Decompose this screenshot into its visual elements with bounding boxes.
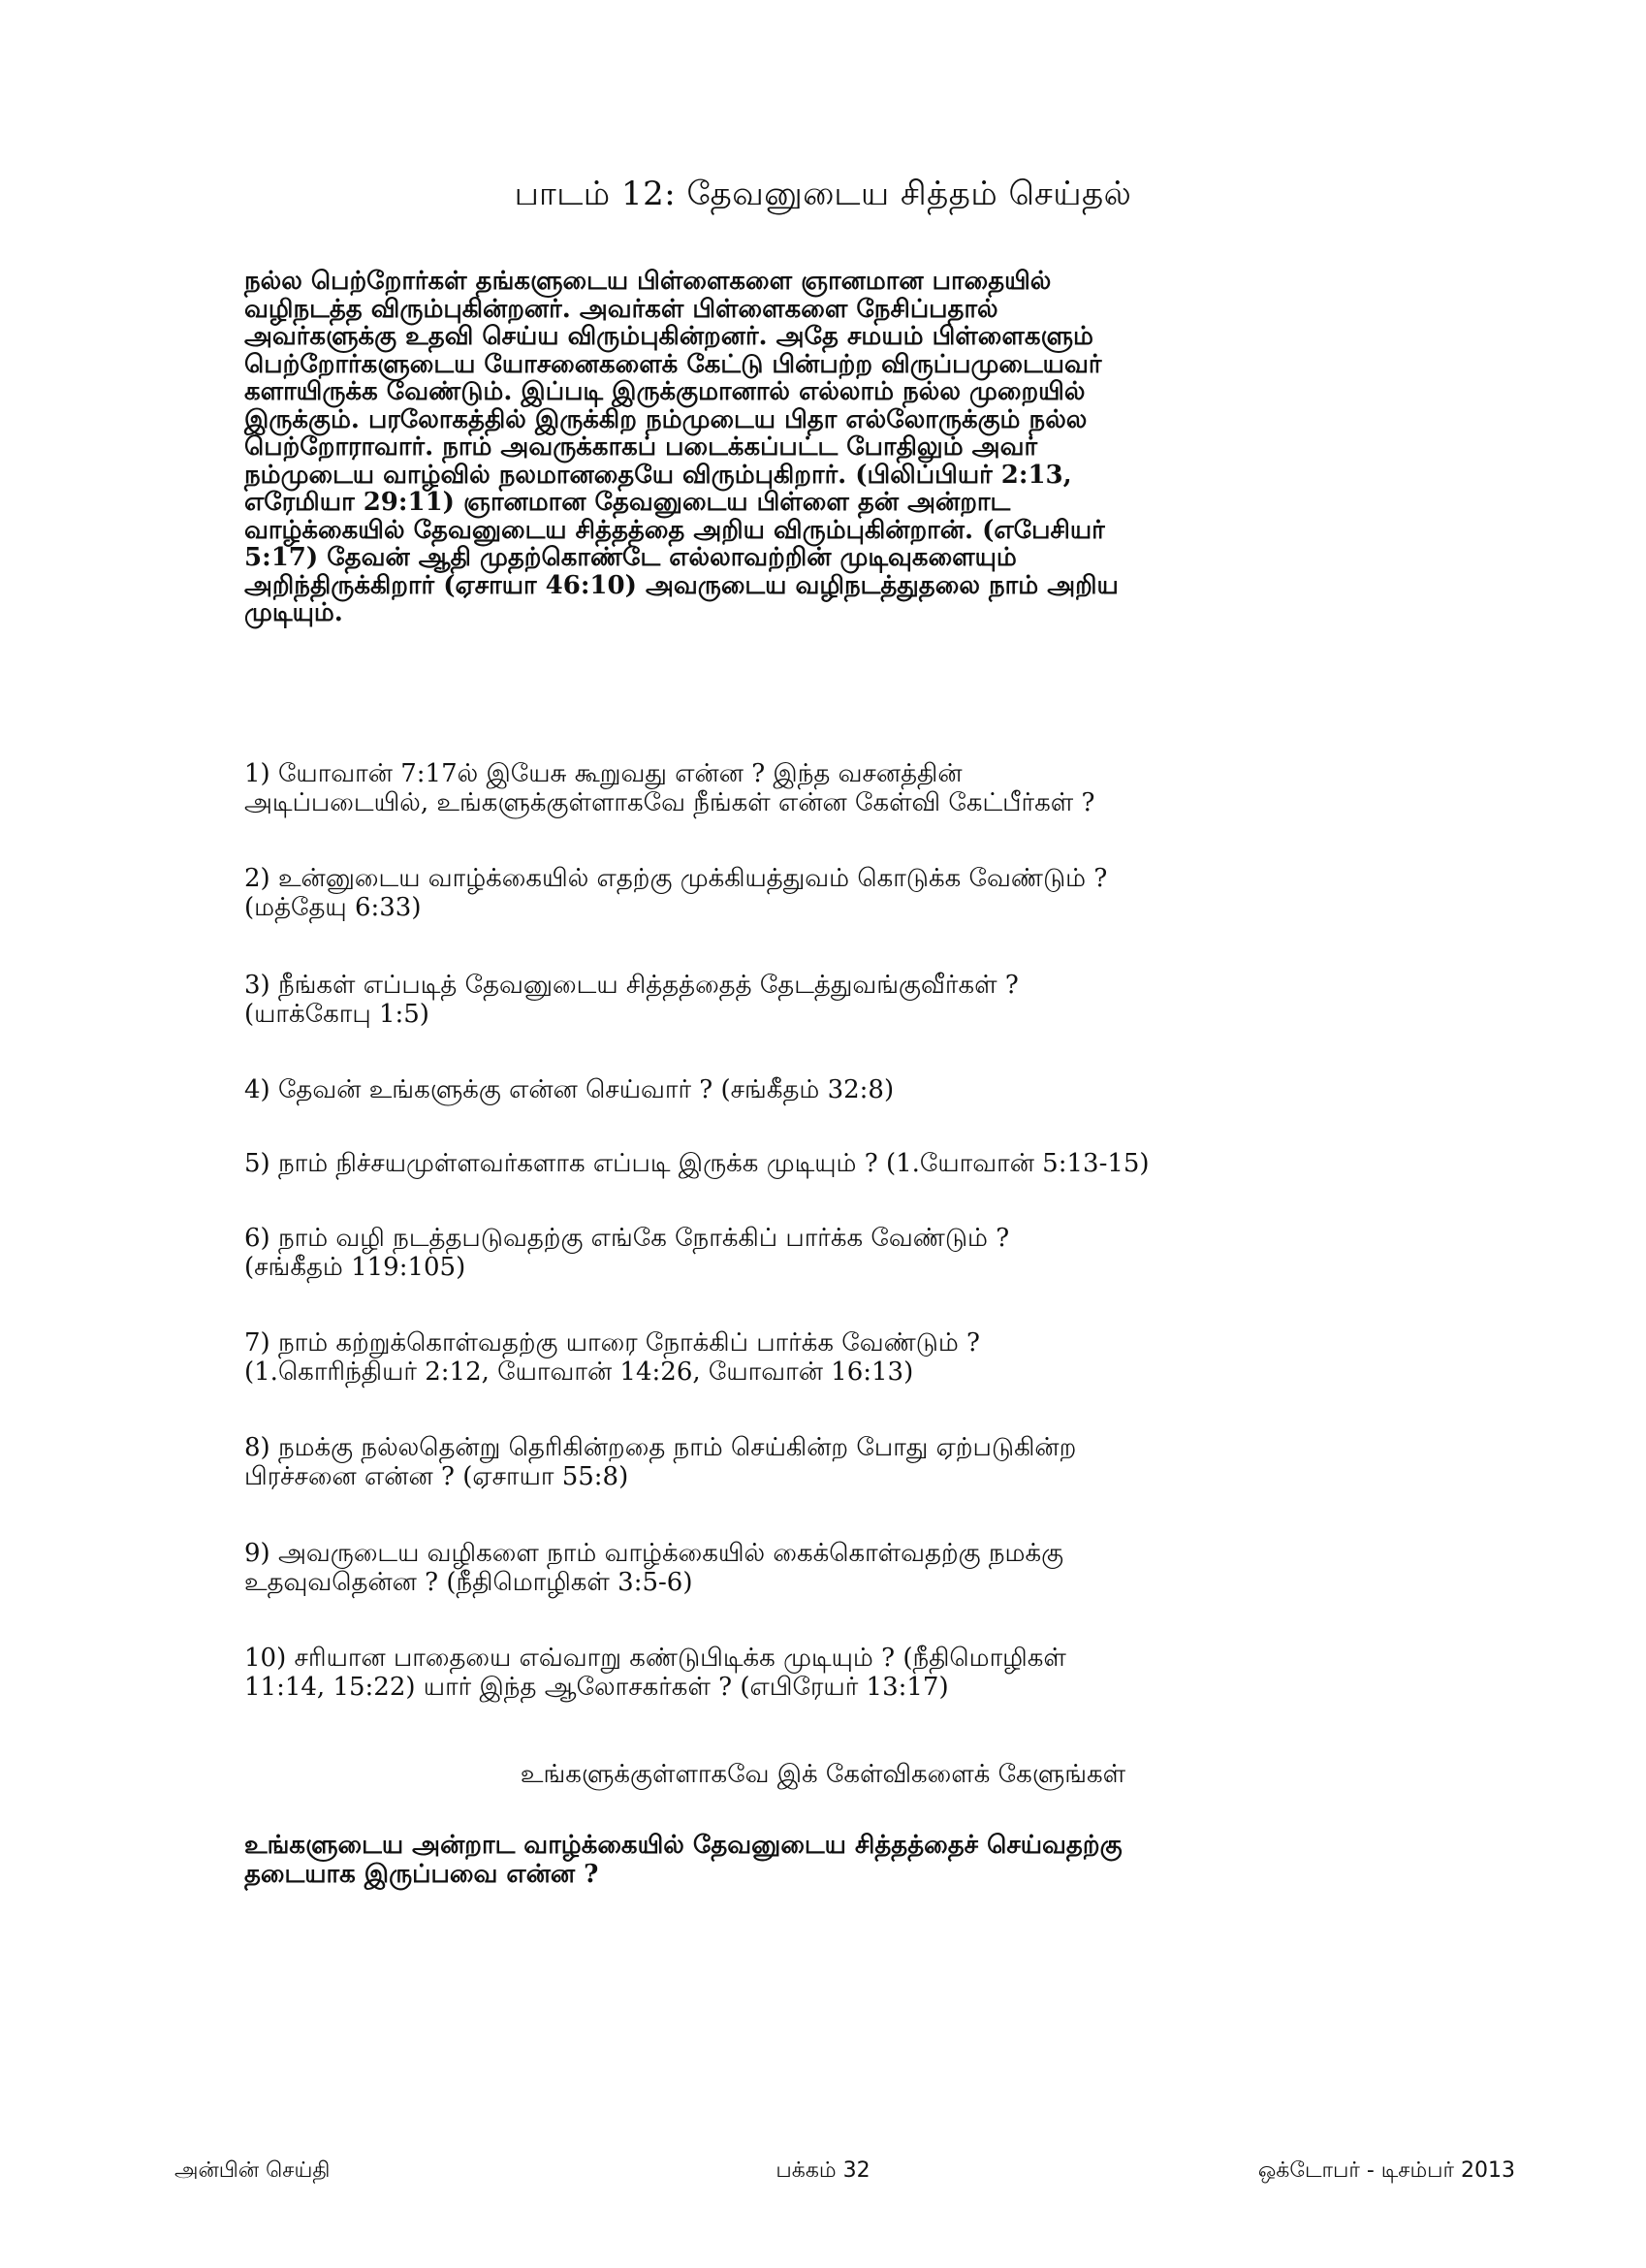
question-9 (244, 1539, 1446, 1597)
question-line: (சங்கீதம் 119:105) (244, 1253, 466, 1282)
intro-line: பெற்றோராவார். நாம் அவருக்காகப் படைக்கப்பட்ட போதிலும் அவர் (244, 432, 1038, 462)
question-7 (244, 1328, 1446, 1387)
question-line: 6) நாம் வழி நடத்தபடுவதற்கு எங்கே நோக்கிப் பார்க்க வேண்டும் ? (244, 1224, 1010, 1253)
question-line: (யாக்கோபு 1:5) (244, 1000, 429, 1029)
section-subheading: உங்களுக்குள்ளாகவே இக் கேள்விகளைக் கேளுங்கள் (520, 1760, 1126, 1789)
reflection-line: தடையாக இருப்பவை என்ன ? (244, 1860, 599, 1889)
question-line: 9) அவருடைய வழிகளை நாம் வாழ்க்கையில் கைக்கொள்வதற்கு நமக்கு (244, 1539, 1064, 1568)
question-line: 7) நாம் கற்றுக்கொள்வதற்கு யாரை நோக்கிப் பார்க்க வேண்டும் ? (244, 1328, 980, 1358)
intro-line: முடியும். (244, 598, 343, 627)
intro-line: இருக்கும். பரலோகத்தில் இருக்கிற நம்முடைய பிதா எல்லோருக்கும் நல்ல (244, 404, 1088, 434)
question-line: 2) உன்னுடைய வாழ்க்கையில் எதற்கு முக்கியத்துவம் கொடுக்க வேண்டும் ? (244, 864, 1108, 893)
question-line: அடிப்படையில், உங்களுக்குள்ளாகவே நீங்கள் என்ன கேள்வி கேட்பீர்கள் ? (244, 788, 1095, 817)
intro-line: பெற்றோர்களுடைய யோசனைகளைக் கேட்டு பின்பற்ற விருப்பமுடையவர் (244, 349, 1102, 379)
question-line: 4) தேவன் உங்களுக்கு என்ன செய்வார் ? (சங்கீதம் 32:8) (244, 1075, 895, 1104)
intro-paragraph (244, 268, 1437, 627)
question-10 (244, 1644, 1446, 1702)
footer-page-number: பக்கம் 32 (776, 2158, 870, 2183)
question-line: பிரச்சனை என்ன ? (ஏசாயா 55:8) (244, 1462, 629, 1491)
intro-line: 5:17) தேவன் ஆதி முதற்கொண்டே எல்லாவற்றின் முடிவுகளையும் (244, 543, 1017, 572)
footer-issue-date: ஒக்டோபர் - டிசம்பர் 2013 (1257, 2158, 1515, 2183)
intro-line: அறிந்திருக்கிறார் (ஏசாயா 46:10) அவருடைய வழிநடத்துதலை நாம் அறிய (244, 570, 1119, 600)
page-title: பாடம் 12: தேவனுடைய சித்தம் செய்தல் (514, 175, 1132, 213)
question-3 (244, 971, 1446, 1029)
question-line: 1) யோவான் 7:17ல் இயேசு கூறுவது என்ன ? இந்த வசனத்தின் (244, 759, 963, 788)
question-4 (244, 1075, 1446, 1104)
footer-publication: அன்பின் செய்தி (174, 2158, 331, 2183)
reflection-line: உங்களுடைய அன்றாட வாழ்க்கையில் தேவனுடைய சித்தத்தைச் செய்வதற்கு (244, 1831, 1123, 1860)
question-5 (244, 1149, 1446, 1178)
intro-line: அவர்களுக்கு உதவி செய்ய விரும்புகின்றனர். அதே சமயம் பிள்ளைகளும் (244, 322, 1093, 351)
question-line: 11:14, 15:22) யார் இந்த ஆலோசகர்கள் ? (எபிரேயர் 13:17) (244, 1673, 949, 1702)
intro-line: வழிநடத்த விரும்புகின்றனர். அவர்கள் பிள்ளைகளை நேசிப்பதால் (244, 294, 998, 324)
intro-line: நல்ல பெற்றோர்கள் தங்களுடைய பிள்ளைகளை ஞானமான பாதையில் (244, 267, 1052, 296)
intro-line: வாழ்க்கையில் தேவனுடைய சித்தத்தை அறிய விரும்புகின்றான். (எபேசியர் (244, 515, 1105, 545)
question-line: 8) நமக்கு நல்லதென்று தெரிகின்றதை நாம் செய்கின்ற போது ஏற்படுகின்ற (244, 1433, 1077, 1462)
question-2 (244, 864, 1446, 922)
question-6 (244, 1224, 1446, 1282)
question-line: (1.கொரிந்தியர் 2:12, யோவான் 14:26, யோவான் 16:13) (244, 1358, 914, 1387)
intro-line: நம்முடைய வாழ்வில் நலமானதையே விரும்புகிறார். (பிலிப்பியர் 2:13, (244, 460, 1072, 490)
intro-line: எரேமியா 29:11) ஞானமான தேவனுடைய பிள்ளை தன் அன்றாட (244, 488, 1011, 517)
reflection-question (244, 1831, 1446, 1889)
question-1 (244, 759, 1446, 817)
question-line: உதவுவதென்ன ? (நீதிமொழிகள் 3:5-6) (244, 1568, 693, 1597)
intro-line: களாயிருக்க வேண்டும். இப்படி இருக்குமானால் எல்லாம் நல்ல முறையில் (244, 377, 1086, 406)
question-line: 10) சரியான பாதையை எவ்வாறு கண்டுபிடிக்க முடியும் ? (நீதிமொழிகள் (244, 1644, 1066, 1673)
question-line: 3) நீங்கள் எப்படித் தேவனுடைய சித்தத்தைத் தேடத்துவங்குவீர்கள் ? (244, 971, 1019, 1000)
question-line: 5) நாம் நிச்சயமுள்ளவர்களாக எப்படி இருக்க முடியும் ? (1.யோவான் 5:13-15) (244, 1149, 1150, 1178)
question-line: (மத்தேயு 6:33) (244, 893, 422, 922)
question-8 (244, 1433, 1446, 1491)
